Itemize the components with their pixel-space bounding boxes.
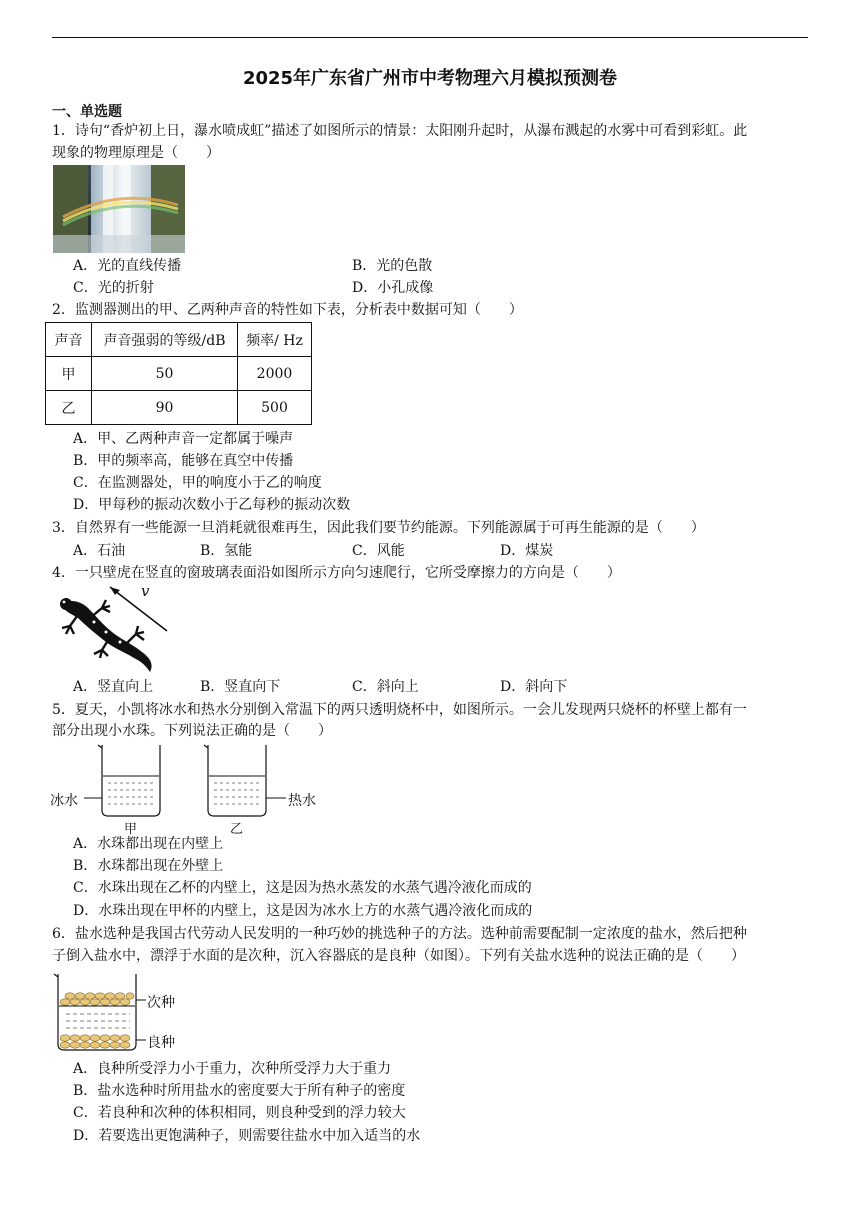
q5-option-a: A．水珠都出现在内壁上 [73,836,224,852]
table-cell: 甲 [46,357,92,391]
table-cell: 90 [92,391,238,425]
gecko-figure [50,584,175,676]
beakers-figure [50,742,330,837]
q3-option-a: A．石油 [73,543,126,559]
table-cell: 2000 [238,357,312,391]
q6-option-c: C．若良种和次种的体积相同，则良种受到的浮力较大 [73,1105,406,1121]
table-header-cell: 频率/ Hz [238,323,312,357]
q2-option-c: C．在监测器处，甲的响度小于乙的响度 [73,475,322,491]
top-rule [52,37,808,38]
q4-stem: 4．一只壁虎在竖直的窗玻璃表面沿如图所示方向匀速爬行，它所受摩擦力的方向是（ ） [52,565,621,581]
q3-option-b: B．氢能 [200,543,253,559]
q6-option-d: D．若要选出更饱满种子，则需要往盐水中加入适当的水 [73,1128,421,1144]
sound-data-table [45,322,312,425]
salt-water-seed-figure [52,970,192,1054]
q4-option-c: C．斜向上 [352,679,419,695]
q3-option-d: D．煤炭 [500,543,554,559]
section-heading: 一、单选题 [52,104,122,120]
table-cell: 乙 [46,391,92,425]
q1-option-c: C．光的折射 [73,280,154,296]
q5-option-c: C．水珠出现在乙杯的内壁上，这是因为热水蒸发的水蒸气遇冷液化而成的 [73,880,532,896]
q3-option-c: C．风能 [352,543,405,559]
q6-option-b: B．盐水选种时所用盐水的密度要大于所有种子的密度 [73,1083,406,1099]
cup-yi-label: 乙 [230,822,244,837]
q2-option-d: D．甲每秒的振动次数小于乙每秒的振动次数 [73,497,351,513]
page-title: 2025年广东省广州市中考物理六月模拟预测卷 [242,68,618,89]
table-header-cell: 声音强弱的等级/dB [92,323,238,357]
q6-stem-line1: 6．盐水选种是我国古代劳动人民发明的一种巧妙的挑选种子的方法。选种前需要配制一定浓度的盐水，然后把种 [52,926,747,942]
table-header-cell: 声音 [46,323,92,357]
rainbow-waterfall-photo [53,165,185,253]
q4-option-b: B．竖直向下 [200,679,281,695]
good-seed-label: 良种 [147,1035,175,1051]
q5-option-d: D．水珠出现在甲杯的内壁上，这是因为冰水上方的水蒸气遇冷液化而成的 [73,903,533,919]
q1-option-d: D．小孔成像 [352,280,434,296]
q6-option-a: A．良种所受浮力小于重力，次种所受浮力大于重力 [73,1061,392,1077]
q4-option-a: A．竖直向上 [73,679,154,695]
velocity-label: v [141,582,150,600]
q1-option-b: B．光的色散 [352,258,433,274]
inferior-seed-label: 次种 [147,995,175,1011]
table-row [46,357,312,391]
q1-stem-line2: 现象的物理原理是（ ） [52,145,220,161]
ice-water-label: 冰水 [50,793,78,809]
q5-stem-line1: 5．夏天，小凯将冰水和热水分别倒入常温下的两只透明烧杯中，如图所示。一会儿发现两只烧杯的杯壁上都有一 [52,702,747,718]
q2-stem: 2．监测器测出的甲、乙两种声音的特性如下表，分析表中数据可知（ ） [52,302,523,318]
q5-option-b: B．水珠都出现在外壁上 [73,858,224,874]
table-cell: 50 [92,357,238,391]
q3-stem: 3．自然界有一些能源一旦消耗就很难再生，因此我们要节约能源。下列能源属于可再生能源的是（ ） [52,520,705,536]
table-row [46,391,312,425]
q1-option-a: A．光的直线传播 [73,258,182,274]
table-header-row [46,323,312,357]
q5-stem-line2: 部分出现小水珠。下列说法正确的是（ ） [52,723,332,739]
q6-stem-line2: 子倒入盐水中，漂浮于水面的是次种，沉入容器底的是良种（如图）。下列有关盐水选种的说法正确的是（ ） [52,948,745,964]
cup-jia-label: 甲 [124,822,138,837]
q2-option-b: B．甲的频率高，能够在真空中传播 [73,453,294,469]
q1-stem-line1: 1．诗句“香炉初上日，瀑水喷成虹”描述了如图所示的情景：太阳刚升起时，从瀑布溅起的水雾中可看到彩虹。此 [52,123,748,139]
q4-option-d: D．斜向下 [500,679,568,695]
q2-option-a: A．甲、乙两种声音一定都属于噪声 [73,431,294,447]
hot-water-label: 热水 [288,793,316,809]
table-cell: 500 [238,391,312,425]
